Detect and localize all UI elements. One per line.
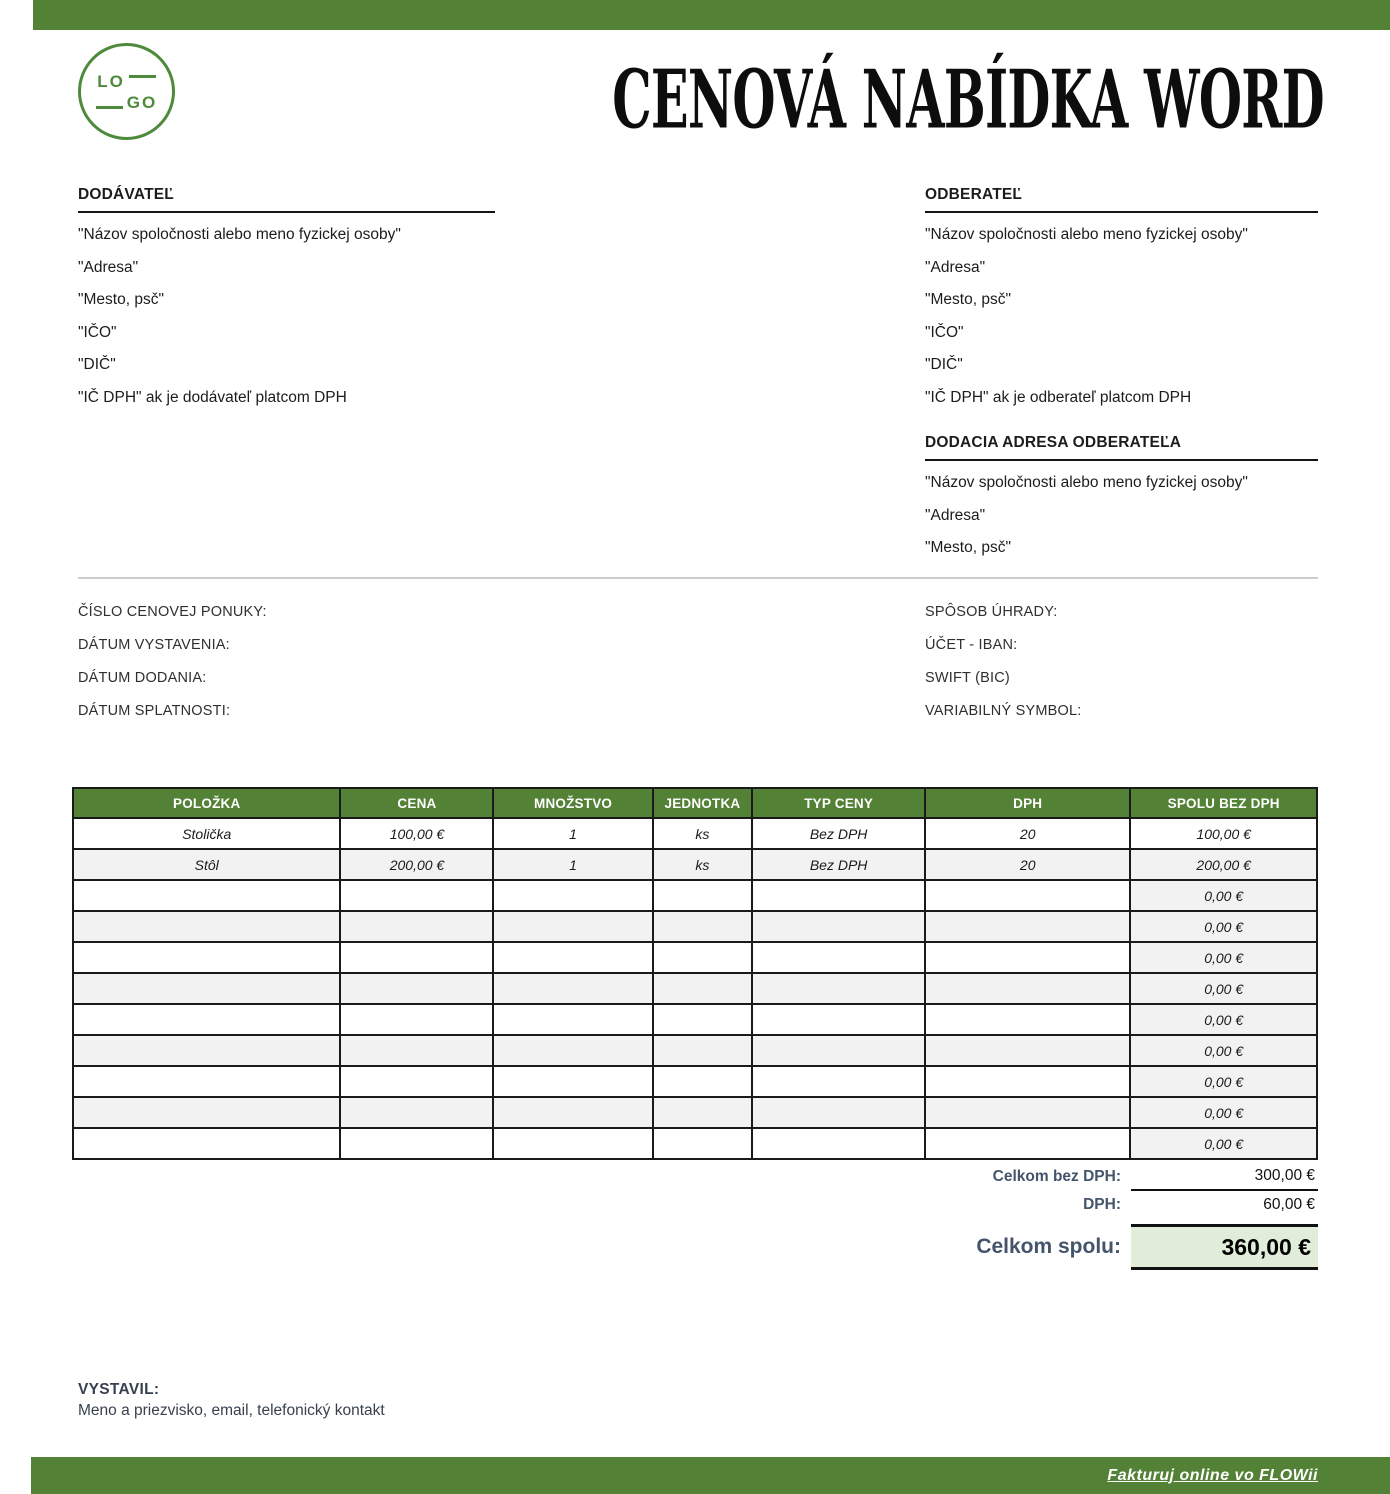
payment-method-label: SPÔSOB ÚHRADY: bbox=[925, 604, 1058, 620]
table-cell bbox=[653, 1066, 753, 1097]
table-cell bbox=[925, 942, 1130, 973]
table-cell bbox=[73, 1066, 340, 1097]
table-cell bbox=[653, 973, 753, 1004]
table-cell bbox=[493, 1097, 652, 1128]
column-header-quantity: MNOŽSTVO bbox=[493, 788, 652, 818]
table-cell: 0,00 € bbox=[1130, 1128, 1317, 1159]
table-cell bbox=[653, 1128, 753, 1159]
table-cell bbox=[493, 942, 652, 973]
table-cell: Stôl bbox=[73, 849, 340, 880]
column-header-item: POLOŽKA bbox=[73, 788, 340, 818]
section-divider bbox=[78, 577, 1318, 579]
swift-label: SWIFT (BIC) bbox=[925, 670, 1010, 686]
table-header-row bbox=[73, 788, 1317, 818]
table-cell bbox=[73, 911, 340, 942]
table-cell bbox=[493, 1128, 652, 1159]
customer-line: "Názov spoločnosti alebo meno fyzickej osoby" bbox=[925, 226, 1248, 243]
issued-by-heading: VYSTAVIL: bbox=[78, 1381, 160, 1398]
column-header-price: CENA bbox=[340, 788, 493, 818]
subtotal-label: Celkom bez DPH: bbox=[992, 1168, 1121, 1185]
payment-fields bbox=[925, 596, 1081, 728]
iban-label: ÚČET - IBAN: bbox=[925, 637, 1018, 653]
table-cell: 0,00 € bbox=[1130, 1035, 1317, 1066]
table-cell: 0,00 € bbox=[1130, 942, 1317, 973]
top-accent-bar bbox=[33, 0, 1390, 30]
variable-symbol-label: VARIABILNÝ SYMBOL: bbox=[925, 703, 1082, 719]
table-row bbox=[73, 973, 1317, 1004]
grand-total-value: 360,00 € bbox=[1131, 1224, 1318, 1270]
logo-text-bottom: GO bbox=[126, 92, 158, 112]
delivery-address-section bbox=[925, 434, 1318, 565]
delivery-address-line: "Mesto, psč" bbox=[925, 539, 1011, 556]
table-cell bbox=[925, 880, 1130, 911]
quote-number-label: ČÍSLO CENOVEJ PONUKY: bbox=[78, 604, 267, 620]
table-cell bbox=[752, 911, 925, 942]
table-row bbox=[73, 880, 1317, 911]
table-cell bbox=[73, 1004, 340, 1035]
table-cell: Stolička bbox=[73, 818, 340, 849]
table-row bbox=[73, 942, 1317, 973]
table-cell: ks bbox=[653, 849, 753, 880]
supplier-line: "Mesto, psč" bbox=[78, 291, 164, 308]
table-cell bbox=[340, 911, 493, 942]
table-row bbox=[73, 1128, 1317, 1159]
table-cell bbox=[752, 973, 925, 1004]
due-date-label: DÁTUM SPLATNOSTI: bbox=[78, 703, 231, 719]
table-cell bbox=[752, 880, 925, 911]
table-cell bbox=[73, 1128, 340, 1159]
table-cell bbox=[73, 1097, 340, 1128]
table-cell bbox=[752, 1004, 925, 1035]
table-row bbox=[73, 911, 1317, 942]
table-cell bbox=[340, 973, 493, 1004]
table-cell bbox=[340, 1004, 493, 1035]
column-header-unit: JEDNOTKA bbox=[653, 788, 753, 818]
supplier-line: "IČ DPH" ak je dodávateľ platcom DPH bbox=[78, 388, 347, 406]
table-cell bbox=[752, 1097, 925, 1128]
issue-date-label: DÁTUM VYSTAVENIA: bbox=[78, 637, 230, 653]
table-cell bbox=[493, 973, 652, 1004]
table-cell: Bez DPH bbox=[752, 818, 925, 849]
table-cell bbox=[73, 942, 340, 973]
column-header-price-type: TYP CENY bbox=[752, 788, 925, 818]
table-cell bbox=[493, 1066, 652, 1097]
delivery-address-heading: DODACIA ADRESA ODBERATEĽA bbox=[925, 434, 1318, 461]
table-cell bbox=[493, 880, 652, 911]
supplier-line: "Názov spoločnosti alebo meno fyzickej osoby" bbox=[78, 226, 401, 243]
issued-by-line: Meno a priezvisko, email, telefonický kontakt bbox=[78, 1402, 385, 1419]
table-cell bbox=[925, 1097, 1130, 1128]
table-cell bbox=[340, 880, 493, 911]
logo-row-top bbox=[97, 73, 156, 90]
table-cell: 0,00 € bbox=[1130, 911, 1317, 942]
table-cell: 200,00 € bbox=[340, 849, 493, 880]
table-cell bbox=[340, 1066, 493, 1097]
column-header-vat: DPH bbox=[925, 788, 1130, 818]
table-cell bbox=[653, 880, 753, 911]
table-cell bbox=[653, 1035, 753, 1066]
subtotal-value: 300,00 € bbox=[1131, 1163, 1318, 1191]
table-cell bbox=[752, 1066, 925, 1097]
delivery-address-line: "Názov spoločnosti alebo meno fyzickej osoby" bbox=[925, 474, 1248, 491]
table-cell bbox=[925, 973, 1130, 1004]
column-header-total-ex-vat: SPOLU BEZ DPH bbox=[1130, 788, 1317, 818]
customer-line: "DIČ" bbox=[925, 356, 963, 373]
table-cell bbox=[752, 942, 925, 973]
table-row bbox=[73, 818, 1317, 849]
table-cell bbox=[340, 942, 493, 973]
logo-text-top: LO bbox=[97, 71, 125, 91]
table-cell: 0,00 € bbox=[1130, 1097, 1317, 1128]
company-logo bbox=[78, 43, 175, 140]
table-cell bbox=[340, 1035, 493, 1066]
table-cell: 1 bbox=[493, 818, 652, 849]
items-table bbox=[72, 787, 1318, 1160]
subtotal-row bbox=[598, 1163, 1318, 1191]
quote-fields bbox=[78, 596, 267, 728]
table-cell: 0,00 € bbox=[1130, 880, 1317, 911]
delivery-address-line: "Adresa" bbox=[925, 506, 986, 524]
logo-bar-icon bbox=[129, 75, 156, 78]
table-cell bbox=[752, 1128, 925, 1159]
flowii-link[interactable]: Fakturuj online vo FLOWii bbox=[1107, 1466, 1318, 1484]
grand-total-label: Celkom spolu: bbox=[976, 1235, 1121, 1258]
table-cell: 200,00 € bbox=[1130, 849, 1317, 880]
table-cell: 100,00 € bbox=[340, 818, 493, 849]
table-cell: ks bbox=[653, 818, 753, 849]
table-cell bbox=[925, 1035, 1130, 1066]
table-cell bbox=[493, 1004, 652, 1035]
table-cell bbox=[653, 1004, 753, 1035]
customer-heading: ODBERATEĽ bbox=[925, 186, 1318, 213]
delivery-date-label: DÁTUM DODANIA: bbox=[78, 670, 207, 686]
supplier-line: "DIČ" bbox=[78, 356, 116, 373]
page-title: CENOVÁ NABÍDKA WORD bbox=[612, 52, 1324, 148]
table-cell bbox=[925, 1004, 1130, 1035]
table-row bbox=[73, 849, 1317, 880]
table-cell bbox=[653, 911, 753, 942]
logo-row-bottom bbox=[96, 94, 157, 111]
table-row bbox=[73, 1066, 1317, 1097]
items-table-body bbox=[73, 818, 1317, 1159]
table-cell bbox=[653, 942, 753, 973]
table-cell: 100,00 € bbox=[1130, 818, 1317, 849]
table-cell bbox=[925, 1066, 1130, 1097]
supplier-line: "Adresa" bbox=[78, 258, 139, 276]
table-cell bbox=[73, 1035, 340, 1066]
grand-total-row bbox=[598, 1224, 1318, 1270]
vat-label: DPH: bbox=[1083, 1196, 1121, 1213]
table-cell: 0,00 € bbox=[1130, 1066, 1317, 1097]
table-cell bbox=[493, 911, 652, 942]
footer-accent-bar bbox=[31, 1457, 1390, 1494]
table-cell bbox=[73, 973, 340, 1004]
table-cell: 20 bbox=[925, 818, 1130, 849]
supplier-section bbox=[78, 186, 495, 414]
table-cell: 1 bbox=[493, 849, 652, 880]
table-cell bbox=[752, 1035, 925, 1066]
customer-section bbox=[925, 186, 1318, 414]
vat-row bbox=[598, 1191, 1318, 1219]
table-cell bbox=[340, 1128, 493, 1159]
customer-line: "Mesto, psč" bbox=[925, 291, 1011, 308]
issued-by-section bbox=[78, 1381, 385, 1420]
customer-line: "Adresa" bbox=[925, 258, 986, 276]
table-cell: 20 bbox=[925, 849, 1130, 880]
table-cell: Bez DPH bbox=[752, 849, 925, 880]
table-row bbox=[73, 1004, 1317, 1035]
table-cell bbox=[653, 1097, 753, 1128]
vat-value: 60,00 € bbox=[1263, 1196, 1315, 1213]
supplier-line: "IČO" bbox=[78, 323, 117, 341]
table-cell: 0,00 € bbox=[1130, 1004, 1317, 1035]
supplier-heading: DODÁVATEĽ bbox=[78, 186, 495, 213]
table-cell bbox=[493, 1035, 652, 1066]
table-row bbox=[73, 1035, 1317, 1066]
logo-bar-icon bbox=[96, 106, 123, 109]
table-cell bbox=[925, 1128, 1130, 1159]
customer-line: "IČ DPH" ak je odberateľ platcom DPH bbox=[925, 388, 1192, 406]
table-cell: 0,00 € bbox=[1130, 973, 1317, 1004]
table-row bbox=[73, 1097, 1317, 1128]
table-cell bbox=[73, 880, 340, 911]
table-cell bbox=[925, 911, 1130, 942]
customer-line: "IČO" bbox=[925, 323, 964, 341]
table-cell bbox=[340, 1097, 493, 1128]
totals-section bbox=[598, 1163, 1318, 1270]
